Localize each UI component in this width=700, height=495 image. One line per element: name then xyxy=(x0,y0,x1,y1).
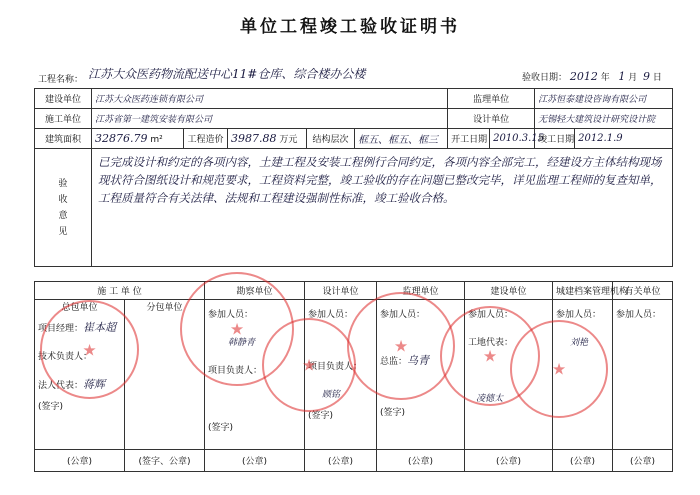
archive-signature: 刘艳 xyxy=(570,338,589,348)
sub-seal-label: (签字、公章) xyxy=(125,450,205,472)
pm-line xyxy=(38,315,121,342)
survey-participant-label: 参加人员： xyxy=(208,310,254,320)
supervise-unit-value: 江苏恒泰建设咨询有限公司 xyxy=(535,89,673,109)
legal-signature: 蒋辉 xyxy=(83,378,106,391)
design-sign-note: (签字) xyxy=(308,411,334,421)
build-participant-label: 参加人员： xyxy=(468,310,514,320)
signature-table xyxy=(34,281,673,472)
survey-lead-label: 项目负责人： xyxy=(208,366,263,376)
seal-stamp: ★ xyxy=(510,320,608,418)
area-cell xyxy=(92,129,184,149)
header-archive: 城建档案管理机构 xyxy=(553,282,613,300)
header-survey: 勘察单位 xyxy=(205,282,305,300)
design-seal-label: (公章) xyxy=(305,450,377,472)
structure-value: 框五、框五、框三 xyxy=(355,129,448,149)
supervise-seal-label: (公章) xyxy=(377,450,465,472)
pm-signature: 崔本超 xyxy=(83,321,117,334)
acceptance-month: 1 xyxy=(618,70,626,83)
project-name: 江苏大众医药物流配送中心11#仓库、综合楼办公楼 xyxy=(88,67,366,81)
area-label: 建筑面积 xyxy=(35,129,92,149)
opinion-cell xyxy=(92,149,673,267)
design-participant-label: 参加人员： xyxy=(308,310,354,320)
seal-stamp: ★ xyxy=(262,318,356,412)
construct-unit-label: 施工单位 xyxy=(35,109,92,129)
opinion-label-char-1: 验 xyxy=(58,178,68,189)
legal-line xyxy=(38,372,121,399)
sign-note: (签字) xyxy=(38,402,64,412)
cost-value: 3987.88 xyxy=(231,132,277,145)
end-date-label: 竣工日期 xyxy=(535,129,575,149)
archive-participant-label: 参加人员： xyxy=(556,310,602,320)
start-date-label: 开工日期 xyxy=(448,129,490,149)
acceptance-form-table xyxy=(34,88,673,267)
survey-signature: 韩静青 xyxy=(228,338,256,348)
opinion-label-char-2: 收 xyxy=(58,194,68,205)
build-unit-value: 江苏大众医药连锁有限公司 xyxy=(92,89,448,109)
owner-lead-label: 工地代表： xyxy=(468,338,514,348)
supervise-unit-label: 监理单位 xyxy=(448,89,535,109)
legal-label: 法人代表： xyxy=(38,381,84,391)
construct-unit-value: 江苏省第一建筑安装有限公司 xyxy=(92,109,448,129)
cost-unit: 万元 xyxy=(279,135,298,145)
header-related: 有关单位 xyxy=(613,282,673,300)
seal-stamp: ★ xyxy=(40,300,139,399)
supervise-sign-note: (签字) xyxy=(380,408,406,418)
header-build: 建设单位 xyxy=(465,282,553,300)
sub-contractor-cell xyxy=(125,300,205,450)
related-participant-label: 参加人员： xyxy=(616,310,662,320)
document-title: 单位工程竣工验收证明书 xyxy=(240,17,460,37)
day-suffix: 日 xyxy=(652,73,662,83)
sub-contractor-label: 分包单位 xyxy=(146,303,183,313)
start-date-value: 2010.3.15 xyxy=(490,129,535,149)
cost-cell xyxy=(228,129,307,149)
pm-label: 项目经理： xyxy=(38,324,84,334)
design-unit-label: 设计单位 xyxy=(448,109,535,129)
seal-stamp: ★ xyxy=(440,306,540,406)
opinion-label-char-4: 见 xyxy=(58,226,68,237)
year-suffix: 年 xyxy=(600,73,610,83)
opinion-text: 已完成设计和约定的各项内容，土建工程及安装工程例行合同约定，各项内容全部完工，经建设方主体结构现场现状符合图纸设计和规范要求，工程资料完整，竣工验收的存在问题已整改完毕，详见监理工程师的复查知单，工程质量符合有关法律、法规和工程建设强制性标准，竣工验收合格。 xyxy=(98,155,662,205)
area-value: 32876.79 xyxy=(95,132,148,145)
supervise-lead-line xyxy=(380,348,461,375)
build-cell xyxy=(465,300,553,450)
design-cell xyxy=(305,300,377,450)
archive-cell xyxy=(553,300,613,450)
tech-lead-label: 技术负责人： xyxy=(38,352,93,362)
survey-sign-note: (签字) xyxy=(208,423,234,433)
supervise-cell xyxy=(377,300,465,450)
build-unit-label: 建设单位 xyxy=(35,89,92,109)
acceptance-year: 2012 xyxy=(569,70,598,83)
header-construct: 施 工 单 位 xyxy=(35,282,205,300)
header-design: 设计单位 xyxy=(305,282,377,300)
seal-stamp: ★ xyxy=(180,272,294,386)
supervisor-label: 总监： xyxy=(380,357,408,367)
seal-stamp: ★ xyxy=(347,292,455,400)
project-label: 工程名称： xyxy=(38,75,84,85)
cost-label: 工程造价 xyxy=(184,129,228,149)
build-signature: 凌德太 xyxy=(476,394,504,404)
end-date-value: 2012.1.9 xyxy=(575,129,673,149)
related-cell xyxy=(613,300,673,450)
month-suffix: 月 xyxy=(628,73,638,83)
supervise-participant-label: 参加人员： xyxy=(380,310,426,320)
archive-seal-label: (公章) xyxy=(553,450,613,472)
acceptance-date xyxy=(522,70,662,83)
acceptance-date-label: 验收日期： xyxy=(522,73,568,83)
gc-seal-label: (公章) xyxy=(35,450,125,472)
related-seal-label: (公章) xyxy=(613,450,673,472)
design-lead-label: 项目负责人： xyxy=(308,362,363,372)
survey-seal-label: (公章) xyxy=(205,450,305,472)
general-contractor-label: 总包单位 xyxy=(61,303,98,313)
opinion-label xyxy=(35,149,92,267)
build-seal-label: (公章) xyxy=(465,450,553,472)
design-signature: 顾铭 xyxy=(322,390,341,400)
area-unit: m² xyxy=(150,135,163,145)
opinion-label-char-3: 意 xyxy=(58,210,68,221)
survey-cell xyxy=(205,300,305,450)
header-supervise: 监理单位 xyxy=(377,282,465,300)
acceptance-day: 9 xyxy=(643,70,650,83)
design-unit-value: 无锡轻大建筑设计研究设计院 xyxy=(535,109,673,129)
general-contractor-cell xyxy=(35,300,125,450)
structure-label: 结构层次 xyxy=(307,129,355,149)
supervise-signature: 乌青 xyxy=(407,354,430,367)
